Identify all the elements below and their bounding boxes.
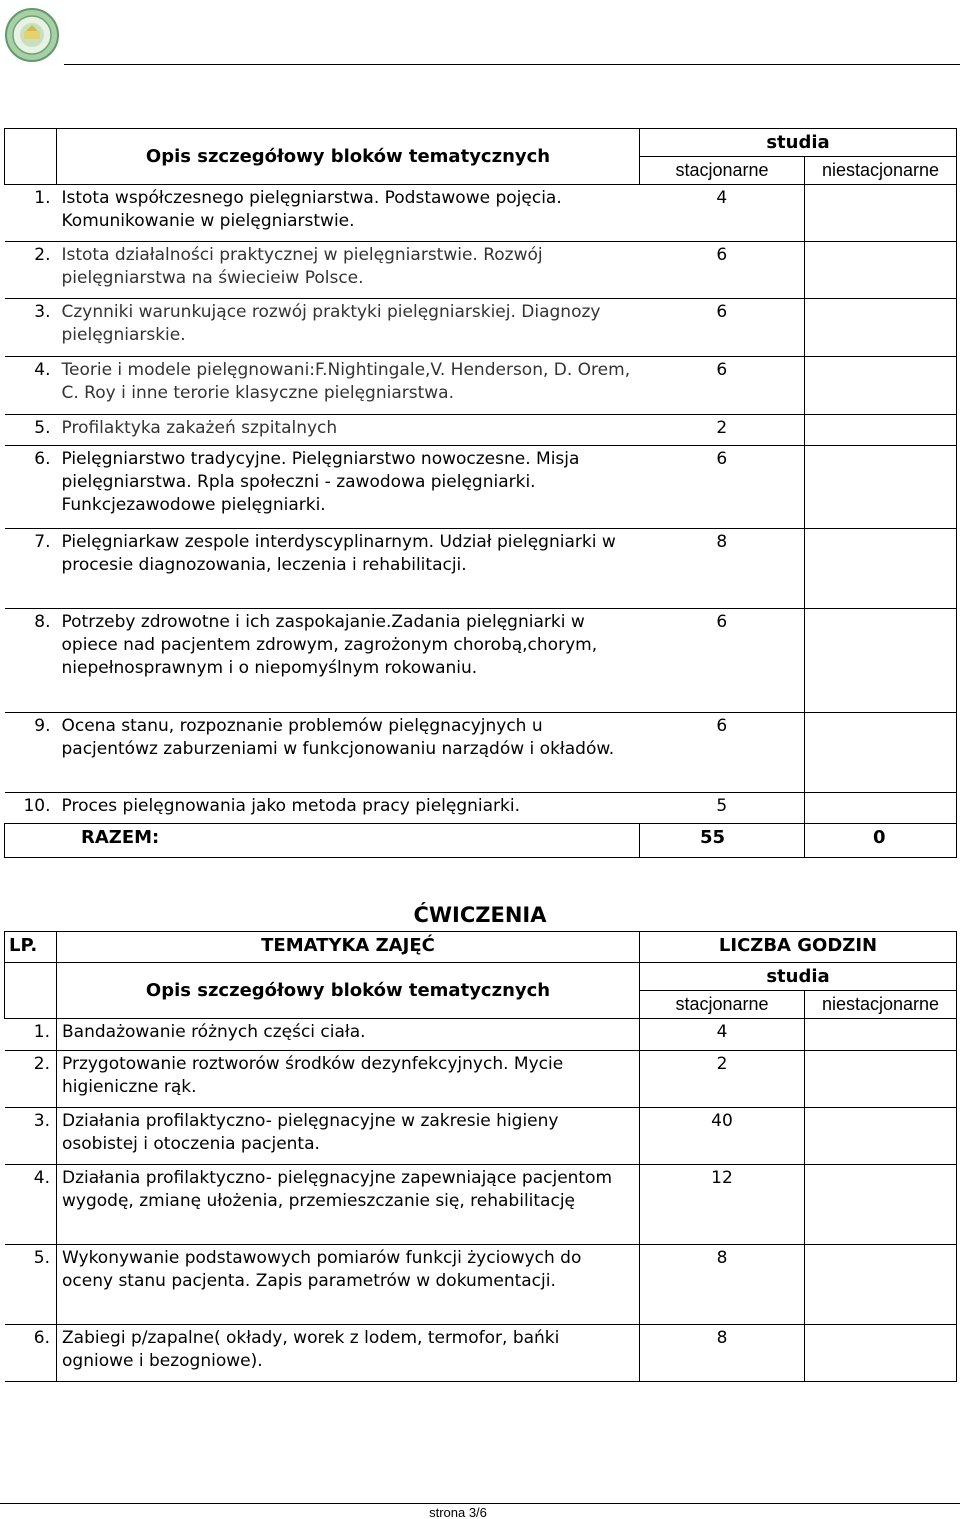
- row-number: 5.: [5, 1245, 57, 1325]
- row-number: 5.: [5, 415, 57, 446]
- lp-header: LP.: [5, 932, 57, 963]
- university-seal-icon: [4, 4, 59, 64]
- table-row: [5, 242, 957, 299]
- row-topic: Pielęgniarstwo tradycyjne. Pielęgniarstwo nowoczesne. Misja pielęgniarstwa. Rpla społeczni - zawodowa pielęgniarki. Funkcjezawodowe pielęgniarki.: [57, 446, 640, 529]
- row-hours-st: 6: [640, 713, 805, 793]
- row-hours-nst: [805, 357, 957, 415]
- row-hours-st: 12: [640, 1165, 805, 1245]
- table-row: [5, 415, 957, 446]
- table-row: [5, 609, 957, 713]
- row-topic: Przygotowanie roztworów środków dezynfekcyjnych. Mycie higieniczne rąk.: [57, 1051, 640, 1108]
- row-hours-nst: [805, 1245, 957, 1325]
- footer-divider: [0, 1503, 960, 1504]
- total-hours-nst: 0: [805, 824, 957, 858]
- exercise-topics-table: [4, 931, 957, 1382]
- row-hours-nst: [805, 713, 957, 793]
- row-hours-st: 4: [640, 185, 805, 242]
- row-hours-st: 8: [640, 1245, 805, 1325]
- row-topic: Profilaktyka zakażeń szpitalnych: [57, 415, 640, 446]
- row-hours-nst: [805, 415, 957, 446]
- row-number: 9.: [5, 713, 57, 793]
- table-row: [5, 529, 957, 609]
- row-number: 3.: [5, 299, 57, 357]
- total-hours-st: 55: [640, 824, 805, 858]
- page-number: strona 3/6: [429, 1505, 487, 1519]
- row-hours-nst: [805, 529, 957, 609]
- page-header: [0, 0, 960, 66]
- row-topic: Proces pielęgnowania jako metoda pracy pielęgniarki.: [57, 793, 640, 824]
- table-row: [5, 1245, 957, 1325]
- row-hours-st: 6: [640, 609, 805, 713]
- table-row: [5, 1108, 957, 1165]
- row-hours-st: 40: [640, 1108, 805, 1165]
- row-hours-st: 6: [640, 446, 805, 529]
- row-hours-st: 8: [640, 529, 805, 609]
- table-row: [5, 793, 957, 824]
- total-label: RAZEM:: [5, 824, 640, 858]
- row-hours-st: 6: [640, 299, 805, 357]
- header-divider: [64, 64, 960, 65]
- row-hours-nst: [805, 1108, 957, 1165]
- description-header: Opis szczegółowy bloków tematycznych: [57, 963, 640, 1019]
- row-number: 4.: [5, 357, 57, 415]
- row-topic: Zabiegi p/zapalne( okłady, worek z lodem, termofor, bańki ogniowe i bezogniowe).: [57, 1325, 640, 1382]
- row-hours-nst: [805, 609, 957, 713]
- table-title-row: [5, 932, 957, 963]
- liczba-godzin-header: LICZBA GODZIN: [640, 932, 957, 963]
- table-row: [5, 357, 957, 415]
- studia-header: studia: [640, 129, 957, 157]
- lecture-topics-table: [4, 128, 957, 858]
- lp-header-cell: [5, 129, 57, 185]
- row-hours-nst: [805, 793, 957, 824]
- row-hours-st: 2: [640, 415, 805, 446]
- row-topic: Istota współczesnego pielęgniarstwa. Podstawowe pojęcia. Komunikowanie w pielęgniarstwie.: [57, 185, 640, 242]
- row-hours-st: 4: [640, 1019, 805, 1051]
- row-number: 6.: [5, 1325, 57, 1382]
- row-hours-nst: [805, 446, 957, 529]
- niestacjonarne-header: niestacjonarne: [805, 991, 957, 1019]
- lp-header-cell: [5, 963, 57, 1019]
- row-topic: Ocena stanu, rozpoznanie problemów pielęgnacyjnych u pacjentówz zaburzeniami w funkcjonowaniu narządów i okładów.: [57, 713, 640, 793]
- table-header-row: [5, 129, 957, 157]
- tematyka-header: TEMATYKA ZAJĘĆ: [57, 932, 640, 963]
- description-header: Opis szczegółowy bloków tematycznych: [57, 129, 640, 185]
- row-hours-nst: [805, 1019, 957, 1051]
- row-hours-st: 5: [640, 793, 805, 824]
- row-hours-nst: [805, 1165, 957, 1245]
- row-number: 1.: [5, 1019, 57, 1051]
- row-topic: Teorie i modele pielęgnowani:F.Nightingale,V. Henderson, D. Orem, C. Roy i inne terorie klasyczne pielęgniarstwa.: [57, 357, 640, 415]
- row-hours-nst: [805, 1051, 957, 1108]
- stacjonarne-header: stacjonarne: [640, 991, 805, 1019]
- table-row: [5, 1165, 957, 1245]
- table-row: [5, 299, 957, 357]
- row-topic: Potrzeby zdrowotne i ich zaspokajanie.Zadania pielęgniarki w opiece nad pacjentem zdrowym, zagrożonym chorobą,chorym, niepełnosprawnym i o niepomyślnym rokowaniu.: [57, 609, 640, 713]
- total-row: [5, 824, 957, 858]
- table-row: [5, 713, 957, 793]
- row-number: 3.: [5, 1108, 57, 1165]
- row-hours-nst: [805, 299, 957, 357]
- row-number: 2.: [5, 1051, 57, 1108]
- row-hours-nst: [805, 1325, 957, 1382]
- row-topic: Działania profilaktyczno- pielęgnacyjne zapewniające pacjentom wygodę, zmianę ułożenia, przemieszczanie się, rehabilitację: [57, 1165, 640, 1245]
- row-hours-st: 8: [640, 1325, 805, 1382]
- row-hours-st: 2: [640, 1051, 805, 1108]
- row-topic: Pielęgniarkaw zespole interdyscyplinarnym. Udział pielęgniarki w procesie diagnozowania, leczenia i rehabilitacji.: [57, 529, 640, 609]
- row-topic: Bandażowanie różnych części ciała.: [57, 1019, 640, 1051]
- row-topic: Czynniki warunkujące rozwój praktyki pielęgniarskiej. Diagnozy pielęgniarskie.: [57, 299, 640, 357]
- stacjonarne-header: stacjonarne: [640, 157, 805, 185]
- row-number: 6.: [5, 446, 57, 529]
- row-hours-nst: [805, 185, 957, 242]
- row-topic: Istota działalności praktycznej w pielęgniarstwie. Rozwój pielęgniarstwa na świecieiw Polsce.: [57, 242, 640, 299]
- table-header-row: [5, 963, 957, 991]
- row-hours-nst: [805, 242, 957, 299]
- row-topic: Wykonywanie podstawowych pomiarów funkcji życiowych do oceny stanu pacjenta. Zapis parametrów w dokumentacji.: [57, 1245, 640, 1325]
- table-row: [5, 1019, 957, 1051]
- row-number: 7.: [5, 529, 57, 609]
- row-hours-st: 6: [640, 242, 805, 299]
- row-number: 8.: [5, 609, 57, 713]
- table-row: [5, 185, 957, 242]
- row-hours-st: 6: [640, 357, 805, 415]
- section-title-cwiczenia: ĆWICZENIA: [413, 903, 547, 927]
- row-number: 2.: [5, 242, 57, 299]
- row-number: 4.: [5, 1165, 57, 1245]
- studia-header: studia: [640, 963, 957, 991]
- niestacjonarne-header: niestacjonarne: [805, 157, 957, 185]
- row-topic: Działania profilaktyczno- pielęgnacyjne w zakresie higieny osobistej i otoczenia pacjenta.: [57, 1108, 640, 1165]
- row-number: 10.: [5, 793, 57, 824]
- row-number: 1.: [5, 185, 57, 242]
- table-row: [5, 1325, 957, 1382]
- table-row: [5, 446, 957, 529]
- table-row: [5, 1051, 957, 1108]
